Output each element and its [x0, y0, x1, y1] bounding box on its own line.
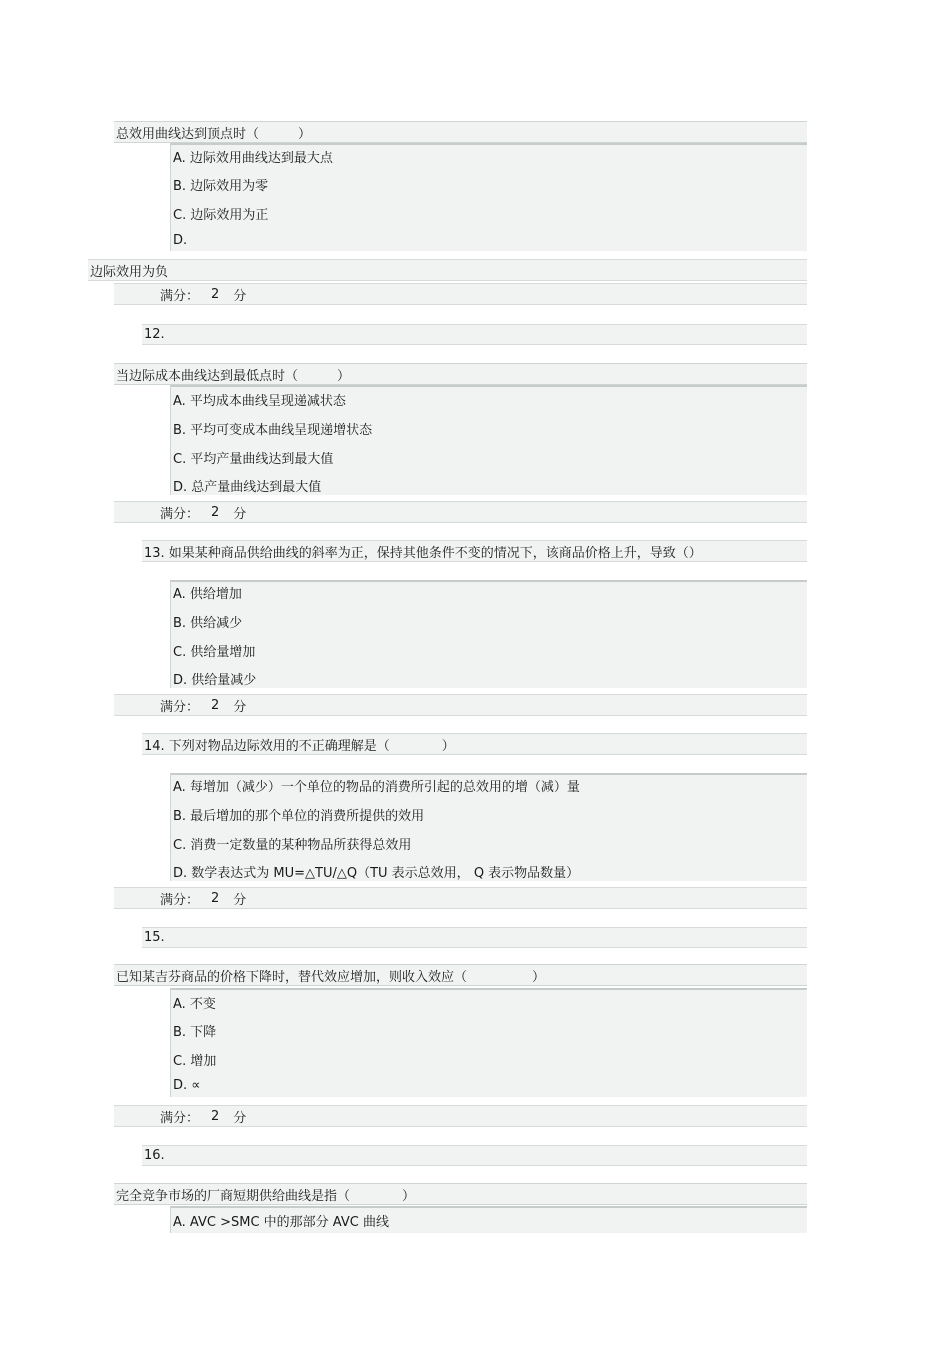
option-d: D. 供给量减少: [173, 673, 257, 688]
score-value: 2: [211, 286, 220, 302]
option-d: D. 数学表达式为 MU=△TU/△Q（TU 表示总效用， Q 表示物品数量）: [173, 866, 580, 881]
score-row: [114, 1105, 807, 1127]
score-value: 2: [211, 697, 220, 713]
score-row: [114, 283, 807, 305]
option-a: A. 边际效用曲线达到最大点: [173, 151, 333, 166]
score-label: 满分：: [160, 699, 200, 715]
question-12-options: [170, 385, 807, 495]
score-label: 满分：: [160, 506, 200, 522]
question-11-options: [170, 143, 807, 251]
score-label: 满分：: [160, 892, 200, 908]
question-16-text: 完全竞争市场的厂商短期供给曲线是指（ ）: [114, 1183, 807, 1205]
option-c: C. 供给量增加: [173, 645, 256, 660]
option-b: B. 平均可变成本曲线呈现递增状态: [173, 423, 373, 438]
option-b: B. 最后增加的那个单位的消费所提供的效用: [173, 809, 425, 824]
question-16-options: [170, 1206, 807, 1233]
score-value: 2: [211, 1108, 220, 1124]
question-15-options: [170, 988, 807, 1097]
option-b: B. 边际效用为零: [173, 179, 269, 194]
option-b: B. 供给减少: [173, 616, 243, 631]
option-c: C. 边际效用为正: [173, 208, 269, 223]
question-14-options: [170, 773, 807, 881]
score-unit: 分: [233, 506, 247, 522]
option-c: C. 平均产量曲线达到最大值: [173, 452, 334, 467]
question-13-text: 13. 如果某种商品供给曲线的斜率为正，保持其他条件不变的情况下，该商品价格上升，导致（）: [142, 540, 807, 562]
option-a: A. 不变: [173, 997, 216, 1012]
option-d: D. ∝: [173, 1078, 201, 1093]
option-b: B. 下降: [173, 1025, 217, 1040]
score-unit: 分: [233, 892, 247, 908]
option-a: A. 供给增加: [173, 587, 242, 602]
score-row: [114, 694, 807, 716]
score-label: 满分：: [160, 1110, 200, 1126]
option-c: C. 消费一定数量的某种物品所获得总效用: [173, 838, 412, 853]
question-14-text: 14. 下列对物品边际效用的不正确理解是（ ）: [142, 733, 807, 755]
score-label: 满分：: [160, 288, 200, 304]
question-15-text: 已知某吉芬商品的价格下降时，替代效应增加，则收入效应（ ）: [114, 964, 807, 986]
option-a: A. 平均成本曲线呈现递减状态: [173, 394, 346, 409]
score-unit: 分: [233, 699, 247, 715]
option-a: A. 每增加（减少）一个单位的物品的消费所引起的总效用的增（减）量: [173, 780, 580, 795]
score-value: 2: [211, 504, 220, 520]
question-13-options: [170, 580, 807, 688]
option-d: D.: [173, 233, 188, 248]
question-15-number: 15.: [142, 927, 807, 948]
score-value: 2: [211, 890, 220, 906]
score-row: [114, 887, 807, 909]
question-12-text: 当边际成本曲线达到最低点时（ ）: [114, 363, 807, 385]
score-unit: 分: [233, 1110, 247, 1126]
score-row: [114, 501, 807, 523]
question-11-text: 总效用曲线达到顶点时（ ）: [114, 121, 807, 143]
option-a: A. AVC >SMC 中的那部分 AVC 曲线: [173, 1215, 389, 1230]
score-unit: 分: [233, 288, 247, 304]
question-12-number: 12.: [142, 324, 807, 345]
question-16-number: 16.: [142, 1145, 807, 1166]
option-d: D. 总产量曲线达到最大值: [173, 480, 322, 495]
option-c: C. 增加: [173, 1054, 217, 1069]
option-d-continuation: 边际效用为负: [88, 259, 807, 281]
